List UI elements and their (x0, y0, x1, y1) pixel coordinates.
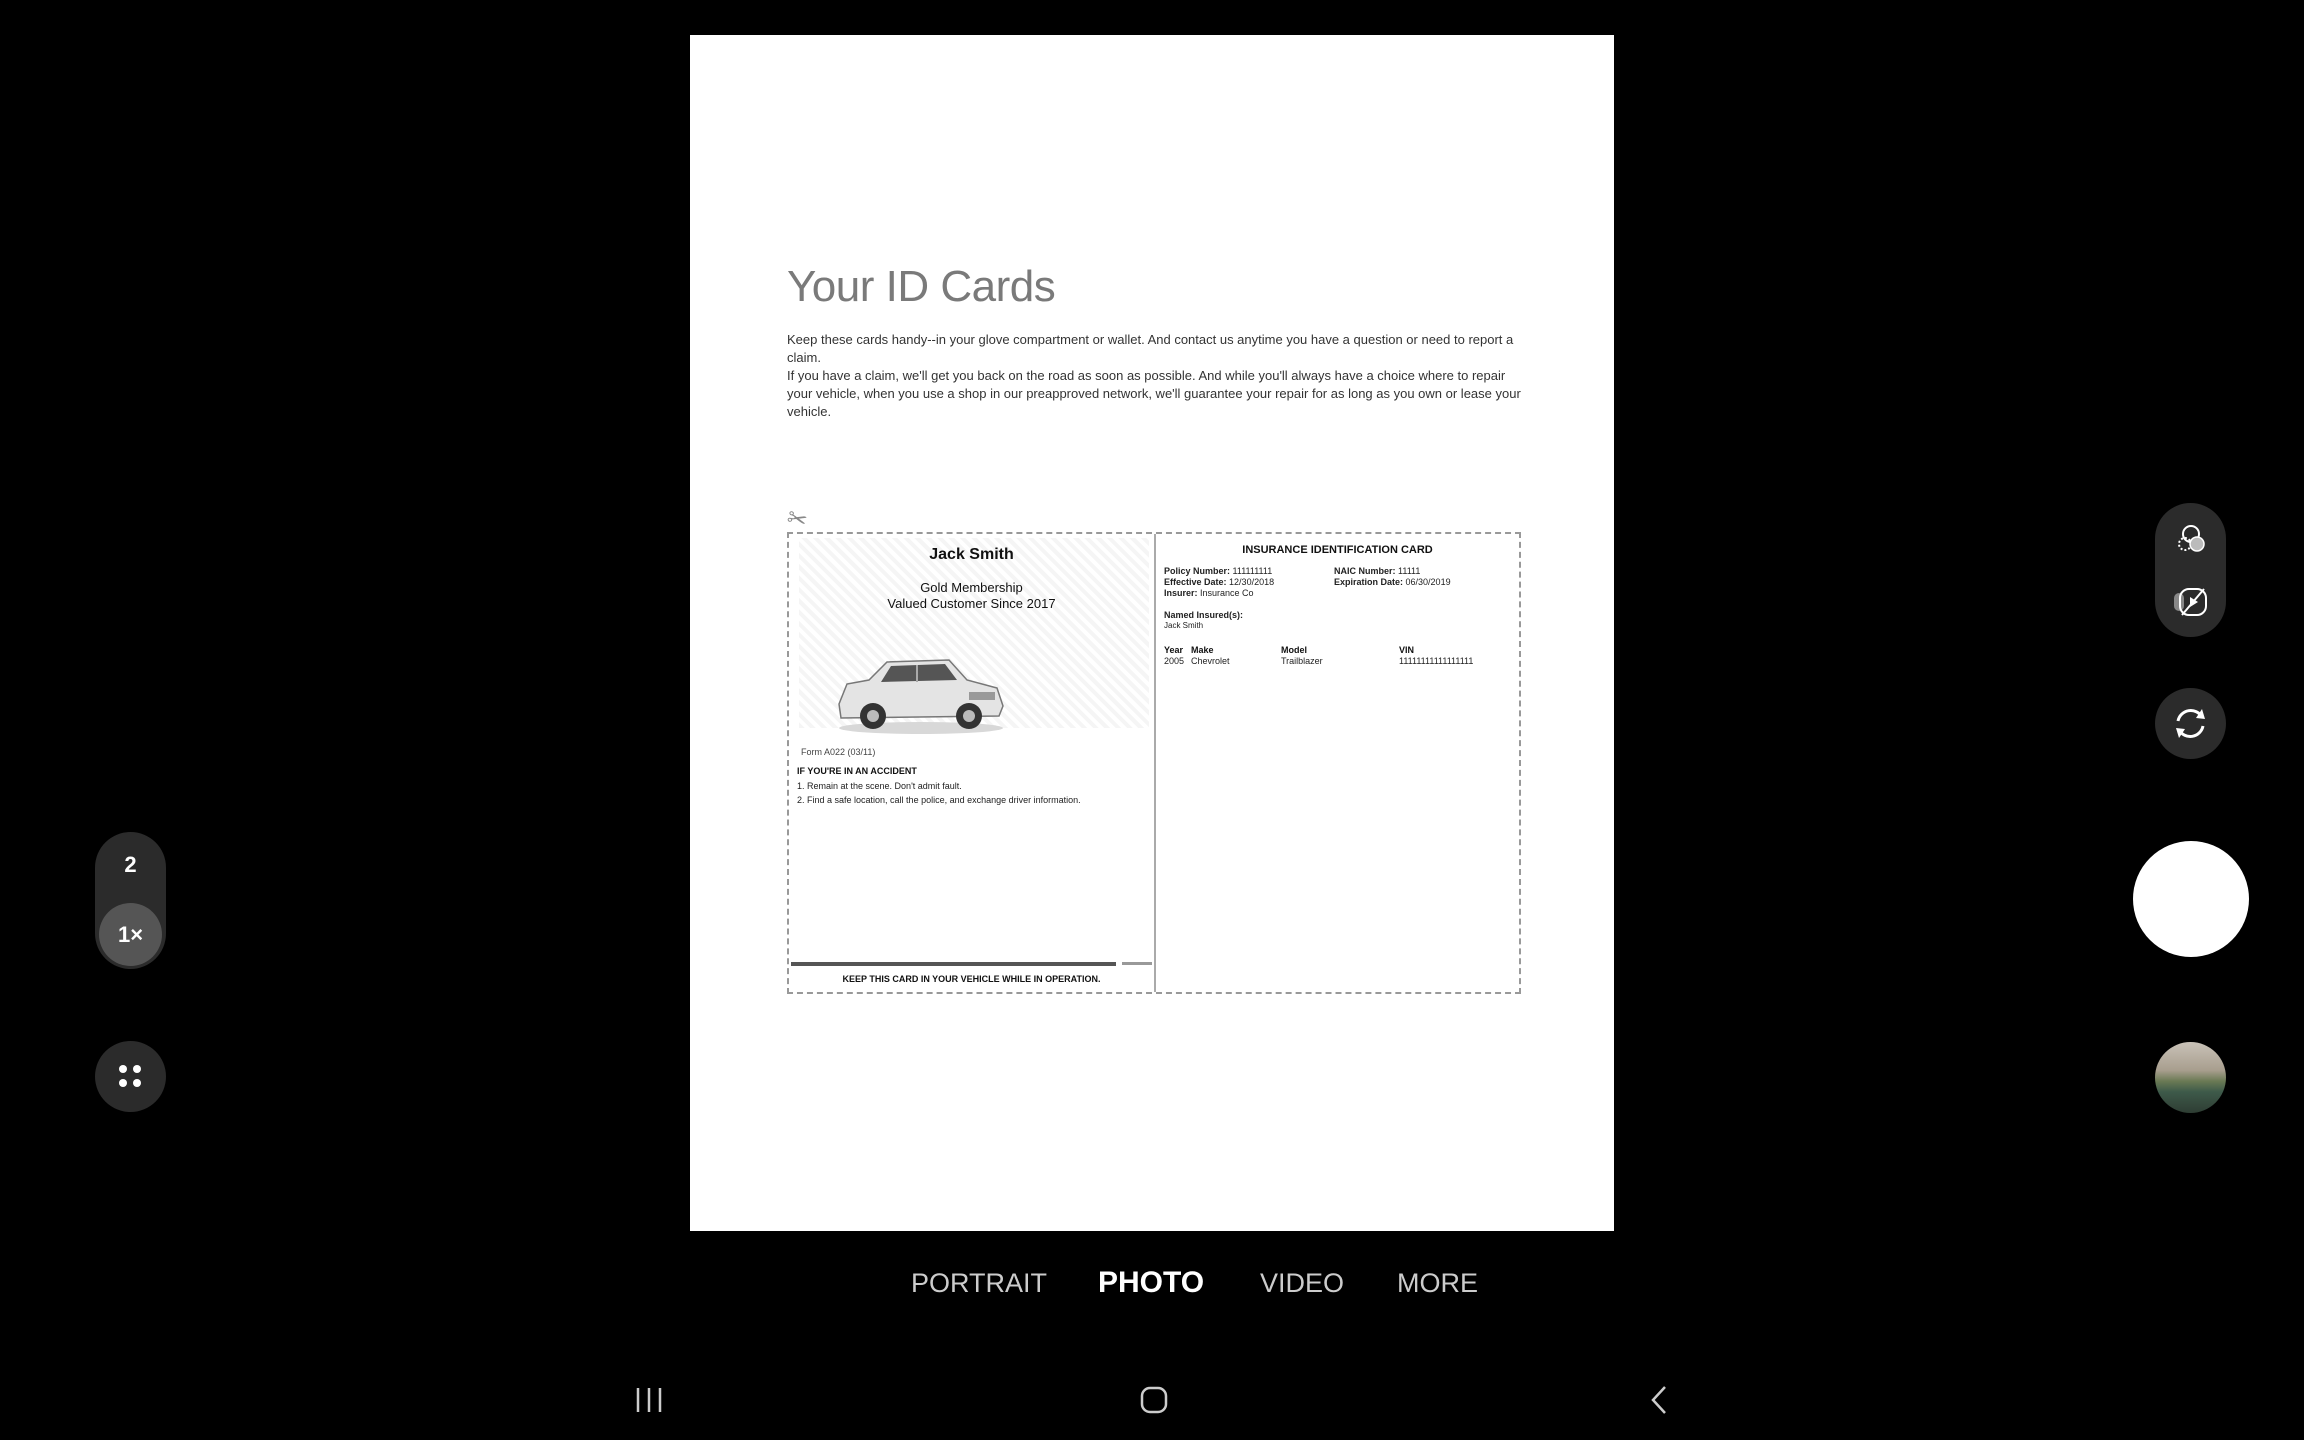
zoom-2x-button[interactable]: 2 (124, 852, 137, 877)
accident-step: 2. Find a safe location, call the police, and exchange driver information. (797, 795, 1081, 805)
insurer: Insurer: Insurance Co (1164, 588, 1254, 598)
form-number: Form A022 (03/11) (801, 747, 876, 757)
expiration-date: Expiration Date: 06/30/2019 (1334, 577, 1451, 587)
keep-card-notice: KEEP THIS CARD IN YOUR VEHICLE WHILE IN OPERATION. (842, 974, 1101, 984)
accident-step: 1. Remain at the scene. Don't admit fault. (797, 781, 962, 791)
mode-more[interactable]: MORE (1397, 1268, 1478, 1298)
camera-modes (0, 1268, 2304, 1308)
back-icon[interactable] (1648, 1384, 1670, 1416)
customer-since: Valued Customer Since 2017 (887, 596, 1056, 611)
dot (119, 1065, 127, 1073)
home-icon[interactable] (1139, 1385, 1169, 1415)
card-back (1156, 534, 1519, 992)
motion-photo-off-icon[interactable] (2172, 585, 2210, 619)
insurance-card (787, 532, 1521, 994)
flip-camera-button[interactable] (2155, 688, 2226, 759)
flip-camera-icon (2172, 705, 2209, 742)
vehicle-vin: 11111111111111111 (1399, 656, 1474, 666)
membership-level: Gold Membership (920, 580, 1023, 595)
vehicle-year: 2005 (1164, 656, 1185, 666)
member-name: Jack Smith (929, 546, 1014, 563)
mode-photo[interactable]: PHOTO (1098, 1266, 1205, 1299)
naic-number: NAIC Number: 11111 (1334, 566, 1421, 576)
zoom-1x-button[interactable]: 1× (99, 903, 162, 966)
column-header-model: Model (1281, 645, 1307, 655)
dot (133, 1079, 141, 1087)
dot (119, 1079, 127, 1087)
policy-number: Policy Number: 111111111 (1164, 566, 1273, 576)
mode-video[interactable]: VIDEO (1260, 1268, 1345, 1298)
card-front (789, 534, 1154, 992)
divider (1122, 962, 1152, 965)
car-image (829, 644, 1009, 736)
document-paragraph: Keep these cards handy--in your glove compartment or wallet. And contact us anytime you have a question or need to report a claim. (787, 332, 1514, 365)
vehicle-make: Chevrolet (1191, 656, 1230, 666)
document-title: Your ID Cards (787, 262, 1056, 311)
gallery-thumbnail[interactable] (2155, 1042, 2226, 1113)
scissors-icon: ✂ (783, 503, 811, 536)
system-navigation-bar (0, 1380, 2304, 1420)
column-header-year: Year (1164, 645, 1184, 655)
dot (133, 1065, 141, 1073)
effective-date: Effective Date: 12/30/2018 (1164, 577, 1275, 587)
filter-icon[interactable] (2174, 522, 2208, 556)
document-paragraph: If you have a claim, we'll get you back on the road as soon as possible. And while you'll always have a choice where to repair your vehicle, when you use a shop in our preapproved network, we'll guarantee your repair for as long as you own or lease your vehicle. (787, 368, 1521, 419)
recent-apps-icon[interactable] (634, 1386, 664, 1414)
named-insured-label: Named Insured(s): (1164, 610, 1244, 620)
camera-viewfinder[interactable] (690, 35, 1614, 1231)
accident-heading: IF YOU'RE IN AN ACCIDENT (797, 766, 917, 776)
more-lenses-button[interactable] (95, 1041, 166, 1112)
vehicle-model: Trailblazer (1281, 656, 1323, 666)
card-title: INSURANCE IDENTIFICATION CARD (1242, 544, 1433, 556)
column-header-vin: VIN (1399, 645, 1415, 655)
named-insured-value: Jack Smith (1164, 621, 1204, 630)
divider (791, 962, 1116, 966)
column-header-make: Make (1191, 645, 1214, 655)
shutter-button[interactable] (2133, 841, 2249, 957)
mode-portrait[interactable]: PORTRAIT (911, 1268, 1048, 1298)
